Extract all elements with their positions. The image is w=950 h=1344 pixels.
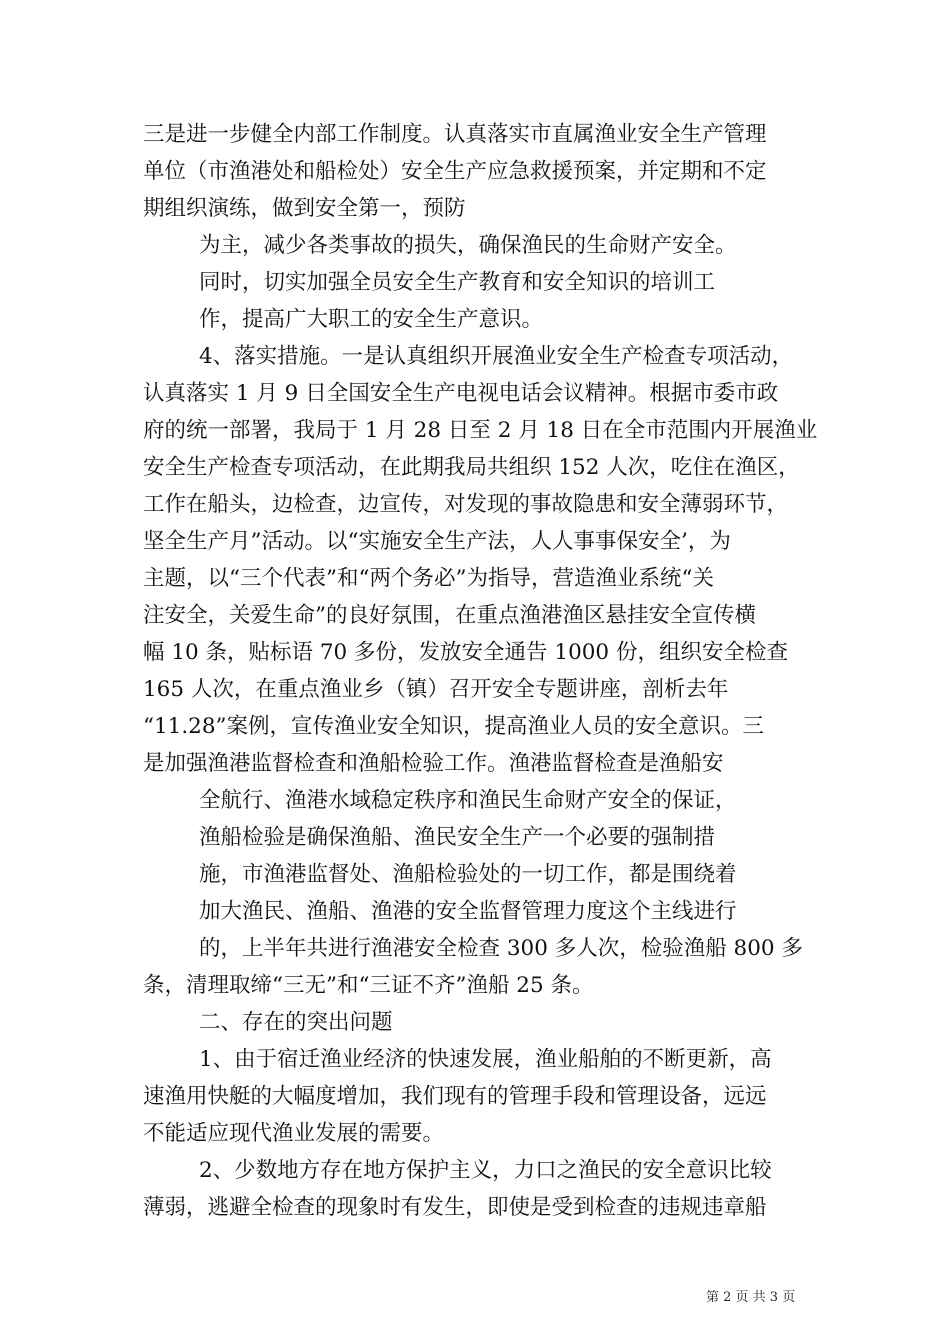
text-line: 速渔用快艇的大幅度增加，我们现有的管理手段和管理设备，远远 (143, 1084, 767, 1109)
section-heading: 二、存在的突出问题 (199, 1010, 393, 1035)
text-line: “11.28”案例，宣传渔业安全知识，提高渔业人员的安全意识。三 (143, 714, 765, 739)
text-line: 4、落实措施。一是认真组织开展渔业安全生产检查专项活动， (199, 344, 794, 369)
text-line: 期组织演练，做到安全第一，预防 (143, 196, 466, 221)
text-line: 作，提高广大职工的安全生产意识。 (199, 307, 544, 332)
page-footer: 第 2 页 共 3 页 (706, 1290, 796, 1305)
text-line: 是加强渔港监督检查和渔船检验工作。渔港监督检查是渔船安 (143, 751, 724, 776)
text-line: 主题，以“三个代表”和“两个务必”为指导，营造渔业系统“关 (143, 566, 714, 591)
text-line: 三是进一步健全内部工作制度。认真落实市直属渔业安全生产管理 (143, 122, 767, 147)
text-line: 施，市渔港监督处、渔船检验处的一切工作，都是围绕着 (199, 862, 737, 887)
text-line: 薄弱，逃避全检查的现象时有发生，即使是受到检查的违规违章船 (143, 1195, 767, 1220)
text-line: 加大渔民、渔船、渔港的安全监督管理力度这个主线进行 (199, 899, 737, 924)
text-line: 幅 10 条，贴标语 70 多份，发放安全通告 1000 份，组织安全检查 (143, 640, 788, 665)
text-line: 府的统一部署，我局于 1 月 28 日至 2 月 18 日在全市范围内开展渔业 (143, 418, 818, 443)
text-line: 工作在船头，边检查，边宣传，对发现的事故隐患和安全薄弱环节， (143, 492, 789, 517)
text-line: 不能适应现代渔业发展的需要。 (143, 1121, 445, 1146)
text-line: 为主，减少各类事故的损失，确保渔民的生命财产安全。 (199, 233, 737, 258)
text-line: 的，上半年共进行渔港安全检查 300 多人次，检验渔船 800 多 (199, 936, 803, 961)
text-line: 同时，切实加强全员安全生产教育和安全知识的培训工 (199, 270, 716, 295)
text-line: 安全生产检查专项活动，在此期我局共组织 152 人次，吃住在渔区， (143, 455, 800, 480)
text-line: 1、由于宿迁渔业经济的快速发展，渔业船舶的不断更新，高 (199, 1047, 772, 1072)
text-line: 单位（市渔港处和船检处）安全生产应急救援预案，并定期和不定 (143, 159, 767, 184)
text-line: 全航行、渔港水域稳定秩序和渔民生命财产安全的保证， (199, 788, 737, 813)
text-line: 条，清理取缔“三无”和“三证不齐”渔船 25 条。 (143, 973, 594, 998)
text-line: 2、少数地方存在地方保护主义，力口之渔民的安全意识比较 (199, 1158, 772, 1183)
text-line: 165 人次，在重点渔业乡（镇）召开安全专题讲座，剖析去年 (143, 677, 729, 702)
text-line: 坚全生产月”活动。以“实施安全生产法，人人事事保安全’，为 (143, 529, 731, 554)
text-line: 注安全，关爱生命”的良好氛围，在重点渔港渔区悬挂安全宣传横 (143, 603, 756, 628)
text-line: 渔船检验是确保渔船、渔民安全生产一个必要的强制措 (199, 825, 716, 850)
text-line: 认真落实 1 月 9 日全国安全生产电视电话会议精神。根据市委市政 (143, 381, 779, 406)
